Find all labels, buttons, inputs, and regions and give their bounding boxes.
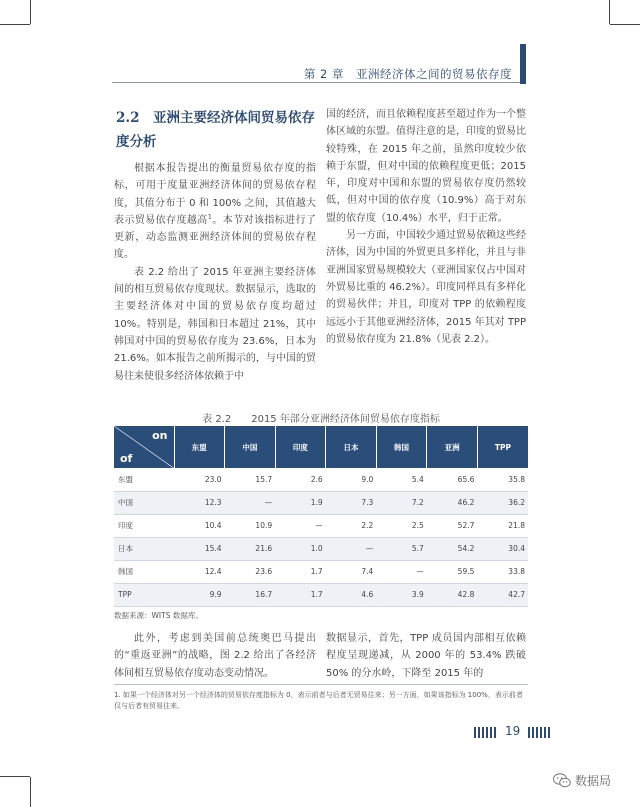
body-column-left (114, 160, 316, 385)
page-number: 19 (505, 724, 521, 738)
table-row (114, 560, 528, 583)
table-row (114, 583, 528, 606)
crop-mark (30, 0, 31, 24)
column-header: 印度 (275, 426, 326, 468)
table-cell: 9.0 (326, 468, 377, 491)
column-header: 中国 (225, 426, 276, 468)
table-cell: 1.9 (275, 491, 326, 514)
table-cell: 2.2 (326, 514, 377, 537)
corner-label-on: on (152, 429, 168, 442)
table-cell: 5.4 (376, 468, 427, 491)
crop-mark (30, 777, 31, 807)
table-caption: 表 2.2 2015 年部分亚洲经济体间贸易依存度指标 (202, 414, 440, 425)
body-column-left-bottom (114, 630, 316, 682)
row-label: 中国 (114, 491, 174, 514)
row-label: 东盟 (114, 468, 174, 491)
table-row (114, 491, 528, 514)
table-header-row (114, 426, 528, 468)
paragraph: 另一方面，中国较少通过贸易依赖这些经济体，因为中国的外贸更具多样化，并且与非亚洲国家贸易规模较大（亚洲国家仅占中国对外贸易比重的 46.2%）。印度同样具有多样化的贸易伙伴；并且，印度对 TPP 的依赖程度远远小于其他亚洲经济体，2015 年其对 TPP 的贸易依存度为 21.8%（见表 2.2）。 (326, 230, 526, 345)
column-header: 东盟 (174, 426, 225, 468)
table-cell: 12.3 (174, 491, 225, 514)
table-cell: 10.4 (174, 514, 225, 537)
table-corner (114, 426, 174, 468)
table-cell: 4.6 (326, 583, 377, 606)
column-header: 日本 (326, 426, 377, 468)
table-row (114, 514, 528, 537)
row-label: 日本 (114, 537, 174, 560)
header-accent-bar (520, 44, 526, 84)
row-label: 韩国 (114, 560, 174, 583)
table-cell: 1.0 (275, 537, 326, 560)
crop-mark (610, 24, 640, 25)
header-rule (112, 82, 525, 83)
table-cell: 54.2 (427, 537, 478, 560)
table-cell: 16.7 (225, 583, 276, 606)
paragraph: 此外，考虑到美国前总统奥巴马提出的“重返亚洲”的战略，图 2.2 给出了各经济体间相互贸易依存度动态变动情况。 (114, 633, 316, 679)
table-cell: 36.2 (477, 491, 528, 514)
table-cell: — (275, 514, 326, 537)
table-cell: 42.8 (427, 583, 478, 606)
column-header: TPP (477, 426, 528, 468)
column-header: 亚洲 (427, 426, 478, 468)
table-cell: 7.3 (326, 491, 377, 514)
table-cell: 3.9 (376, 583, 427, 606)
row-label: TPP (114, 583, 174, 606)
row-label: 印度 (114, 514, 174, 537)
paragraph: 国的经济，而且依赖程度甚至超过作为一个整体区域的东盟。值得注意的是，印度的贸易比较特殊，在 2015 年之前，虽然印度较少依赖于东盟，但对中国的依赖程度更低；2015 年，印度对中国和东盟的贸易依存度仍然较低，但对中国的依存度（10.9%）高于对东盟的依存度（10.4%）水平，归于正常。 (326, 109, 526, 224)
table-cell: 33.8 (477, 560, 528, 583)
body-column-right (326, 106, 526, 348)
dependency-table (114, 426, 528, 607)
table-cell: 21.6 (225, 537, 276, 560)
paragraph: 数据显示，首先，TPP 成员国内部相互依赖程度呈现递减，从 2000 年的 53.4% 跌破 50% 的分水岭，下降至 2015 年的 (326, 633, 526, 679)
table-cell: 12.4 (174, 560, 225, 583)
table-cell: 35.8 (477, 468, 528, 491)
table-cell: 21.8 (477, 514, 528, 537)
table-cell: 9.9 (174, 583, 225, 606)
table-cell: 46.2 (427, 491, 478, 514)
table-cell: — (326, 537, 377, 560)
table-cell: 42.7 (477, 583, 528, 606)
table-cell: 1.7 (275, 560, 326, 583)
corner-label-of: of (120, 452, 133, 465)
page-bars-left (474, 727, 496, 738)
table-cell: 5.7 (376, 537, 427, 560)
table-row (114, 537, 528, 560)
table-cell: 7.4 (326, 560, 377, 583)
table-cell: 15.7 (225, 468, 276, 491)
table-cell: 52.7 (427, 514, 478, 537)
table-cell: 65.6 (427, 468, 478, 491)
wechat-icon (553, 773, 571, 788)
table-cell: 1.7 (275, 583, 326, 606)
watermark (553, 772, 611, 789)
table-cell: — (225, 491, 276, 514)
footnote: 1. 如果一个经济体对另一个经济体的贸易依存度指标为 0，表示前者与后者无贸易往来；另一方面，如果该指标为 100%，表示前者仅与后者有贸易往来。 (114, 691, 523, 710)
table-cell: 23.6 (225, 560, 276, 583)
table-cell: 59.5 (427, 560, 478, 583)
section-heading: 2.2 亚洲主要经济体间贸易依存度分析 (116, 110, 315, 150)
table-row (114, 468, 528, 491)
crop-mark (0, 776, 30, 777)
body-column-right-bottom (326, 630, 526, 682)
column-header: 韩国 (376, 426, 427, 468)
crop-mark (0, 24, 30, 25)
table-cell: 23.0 (174, 468, 225, 491)
table-cell: — (376, 560, 427, 583)
table-source: 数据来源：WITS 数据库。 (114, 611, 203, 620)
table-cell: 10.9 (225, 514, 276, 537)
paragraph: 根据本报告提出的衡量贸易依存度的指标，可用于度量亚洲经济体间的贸易依存程度，其值分布于 0 和 100% 之间，其值越大表示贸易依存度越高$^1$。本节对该指标进行了更新，动态监测亚洲经济体间的贸易依存程度。 (114, 163, 317, 261)
watermark-text: 数据局 (575, 774, 612, 788)
footnote-rule (114, 684, 528, 685)
running-header: 第 2 章 亚洲经济体之间的贸易依存度 (303, 67, 512, 81)
paragraph: 表 2.2 给出了 2015 年亚洲主要经济体间的相互贸易依存度现状。数据显示，选取的主要经济体对中国的贸易依存度均超过 10%。特别是，韩国和日本超过 21%，其中韩国对中国的贸易依存度为 23.6%，日本为 21.6%。如本报告之前所揭示的，与中国的贸易往来使很多经济体依赖于中 (114, 266, 316, 382)
table-cell: 2.6 (275, 468, 326, 491)
table-cell: 7.2 (376, 491, 427, 514)
table-cell: 15.4 (174, 537, 225, 560)
table-cell: 30.4 (477, 537, 528, 560)
table-cell: 2.5 (376, 514, 427, 537)
footnote-ref[interactable]: 1 (207, 212, 212, 221)
crop-mark (609, 0, 610, 24)
page-bars-right (528, 727, 550, 738)
